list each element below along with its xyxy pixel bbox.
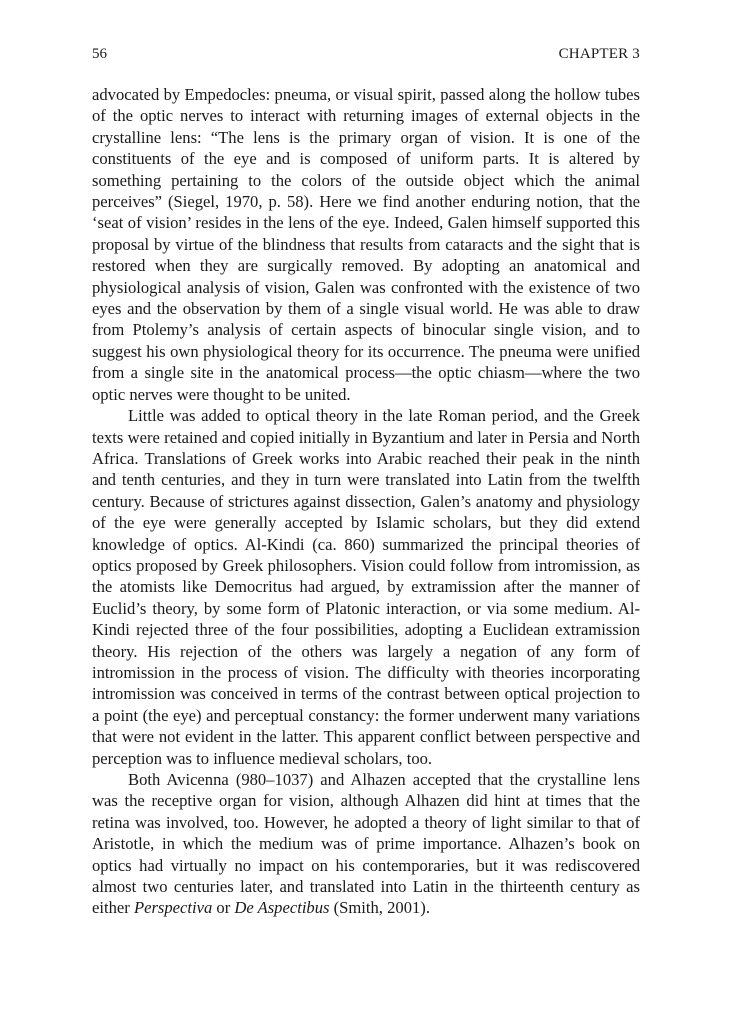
chapter-label: CHAPTER 3 (558, 46, 640, 62)
page-number: 56 (92, 46, 107, 62)
paragraph-3-text: Both Avicenna (980–1037) and Alhazen accepted that the crystalline lens was the receptive organ for vision, although Alhazen did hint at times that the retina was involved, too. However, he adopted a theory of light similar to that of Aristotle, in which the medium was of prime importance. Alhazen’s book on optics had virtually no impact on his contemporaries, but it was rediscovered almost two centuries later, and translated into Latin in the thirteenth century as either (92, 770, 640, 918)
body-text (92, 84, 640, 919)
running-head (92, 44, 640, 64)
book-title-perspectiva: Perspectiva (133, 898, 213, 918)
paragraph-2: Little was added to optical theory in the late Roman period, and the Greek texts were retained and copied initially in Byzantium and later in Persia and North Africa. Translations of Greek works into Arabic reached their peak in the ninth and tenth centuries, and they in turn were translated into Latin from the twelfth century. Because of strictures against dissection, Galen’s anatomy and physiology of the eye were generally accepted by Islamic scholars, but they did extend knowledge of optics. Al-Kindi (ca. 860) summarized the principal theories of optics proposed by Greek philosophers. Vision could follow from intromission, as the atomists like Democritus had argued, by extramission after the manner of Euclid’s theory, by some form of Platonic interaction, or via some medium. Al-Kindi rejected three of the four possibilities, adopting a Euclidean extramission theory. His rejection of the others was largely a negation of any form of intromission in the process of vision. The difficulty with theories incorporating intromission was conceived in terms of the contrast between optical projection to a point (the eye) and perceptual constancy: the former underwent many variations that were not evident in the latter. This apparent conflict between perspective and perception was to influence medieval scholars, too. (92, 406, 640, 768)
book-title-de-aspectibus: De Aspectibus (234, 898, 330, 918)
paragraph-3 (92, 769, 640, 919)
paragraph-1: advocated by Empedocles: pneuma, or visual spirit, passed along the hollow tubes of the optic nerves to interact with returning images of external objects in the crystalline lens: “The lens is the primary organ of vision. It is one of the constituents of the eye and is composed of uniform parts. It is altered by something pertaining to the colors of the outside object which the animal perceives” (Siegel, 1970, p. 58). Here we find another enduring notion, that the ‘seat of vision’ resides in the lens of the eye. Indeed, Galen himself supported this proposal by virtue of the blindness that results from cataracts and the sight that is restored when they are surgically removed. By adopting an anatomical and physiological analysis of vision, Galen was confronted with the existence of two eyes and the observation by them of a single visual world. He was able to draw from Ptolemy’s analysis of certain aspects of binocular single vision, and to suggest his own physiological theory for its occurrence. The pneuma were unified from a single site in the anatomical process—the optic chiasm—where the two optic nerves were thought to be united. (92, 85, 640, 404)
paragraph-3-or: or (212, 898, 235, 918)
paragraph-3-citation: (Smith, 2001). (329, 898, 430, 918)
